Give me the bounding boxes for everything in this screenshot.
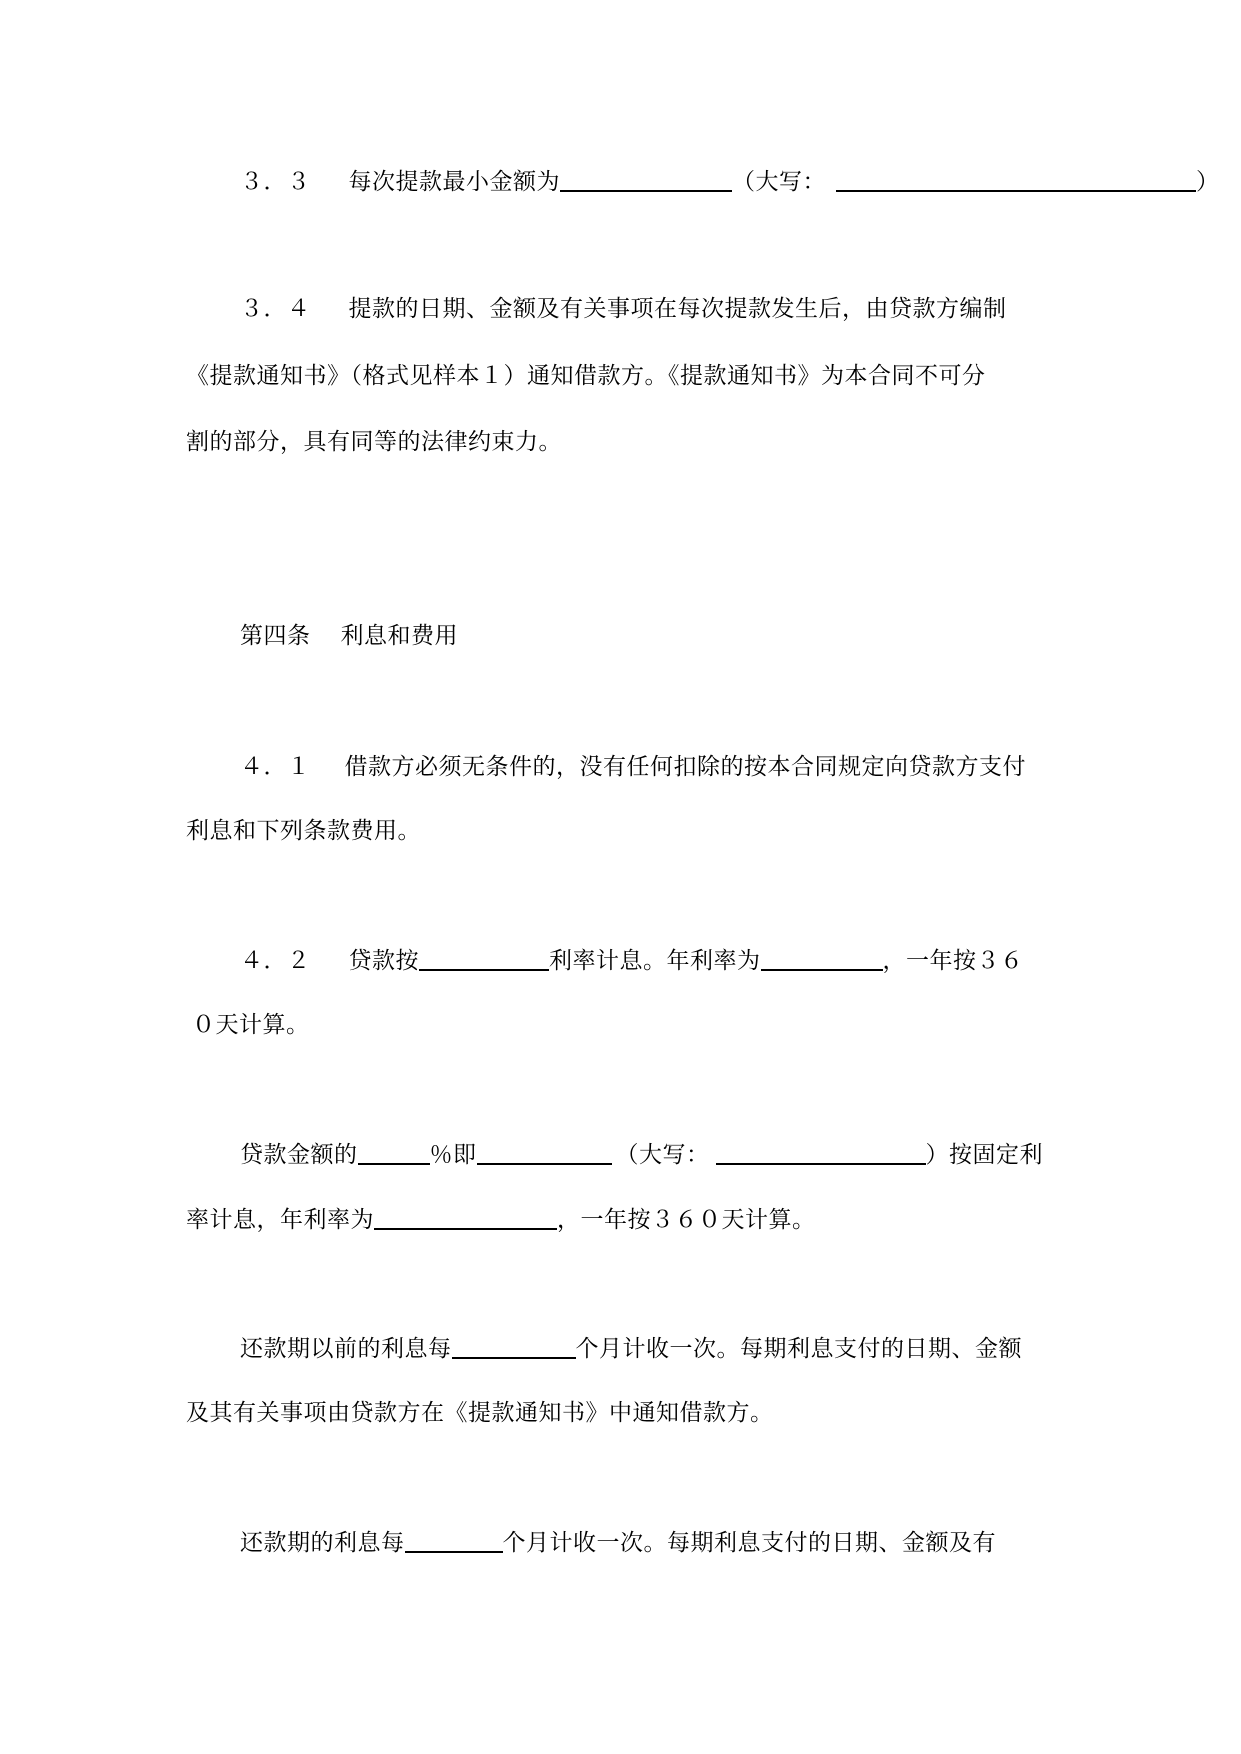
clause-number: ４．２ — [240, 948, 311, 974]
clause-4-1-line2 — [186, 816, 421, 846]
fixed-amount-words-blank[interactable] — [716, 1141, 926, 1165]
article-title: 利息和费用 — [340, 623, 458, 649]
clause-text: （大写： — [732, 169, 826, 195]
clause-number: ３．４ — [240, 296, 311, 322]
clause-text: 利息和下列条款费用。 — [186, 818, 421, 844]
para-text: （大写： — [615, 1142, 710, 1168]
before-repayment-line2 — [186, 1398, 774, 1428]
clause-text: 提款的日期、金额及有关事项在每次提款发生后，由贷款方编制 — [348, 296, 1007, 322]
para-text: 还款期以前的利息每 — [240, 1336, 452, 1362]
para-text: 率计息，年利率为 — [186, 1207, 374, 1233]
clause-text: ０天计算。 — [192, 1012, 310, 1038]
clause-3-4-line3 — [186, 427, 562, 457]
para-text: 个月计收一次。每期利息支付的日期、金额及有 — [502, 1530, 996, 1556]
para-text: 个月计收一次。每期利息支付的日期、金额 — [575, 1336, 1022, 1362]
clause-4-1-line1 — [240, 752, 1026, 782]
clause-3-4-line2 — [186, 361, 986, 391]
fixed-annual-rate-blank[interactable] — [374, 1206, 557, 1230]
para-text: 及其有关事项由贷款方在《提款通知书》中通知借款方。 — [186, 1400, 774, 1426]
percent-blank[interactable] — [358, 1141, 430, 1165]
article-number: 第四条 — [240, 623, 311, 649]
clause-number: ４．１ — [240, 754, 311, 780]
clause-4-2-line2 — [192, 1010, 310, 1040]
min-amount-blank[interactable] — [560, 168, 732, 192]
para-text: 还款期的利息每 — [240, 1530, 405, 1556]
repayment-months-blank[interactable] — [405, 1529, 503, 1553]
repayment-line1 — [240, 1528, 996, 1558]
annual-rate-blank[interactable] — [761, 947, 883, 971]
before-repayment-line1 — [240, 1334, 1022, 1364]
clause-text: 贷款按 — [348, 948, 419, 974]
clause-number: ３．３ — [240, 169, 311, 195]
clause-text: 借款方必须无条件的，没有任何扣除的按本合同规定向贷款方支付 — [344, 754, 1026, 780]
clause-text: 《提款通知书》（格式见样本１）通知借款方。《提款通知书》为本合同不可分 — [186, 363, 986, 389]
clause-text: 每次提款最小金额为 — [348, 169, 560, 195]
para-text: 贷款金额的 — [240, 1142, 358, 1168]
article-4-heading — [240, 621, 458, 651]
fixed-amount-blank[interactable] — [477, 1141, 612, 1165]
clause-text: ） — [1196, 169, 1220, 195]
para-text: ％即 — [429, 1142, 477, 1168]
clause-3-4-line1 — [240, 294, 1007, 324]
interest-months-blank[interactable] — [452, 1335, 576, 1359]
fixed-rate-line1 — [240, 1140, 1043, 1170]
para-text: ）按固定利 — [925, 1142, 1043, 1168]
clause-text: 割的部分，具有同等的法律约束力。 — [186, 429, 562, 455]
fixed-rate-line2 — [186, 1205, 816, 1235]
clause-text: 利率计息。年利率为 — [549, 948, 761, 974]
rate-type-blank[interactable] — [419, 947, 549, 971]
clause-4-2-line1 — [240, 946, 1024, 976]
clause-text: ，一年按３６ — [882, 948, 1024, 974]
clause-3-3 — [240, 167, 1220, 197]
min-amount-words-blank[interactable] — [836, 168, 1196, 192]
para-text: ，一年按３６０天计算。 — [557, 1207, 816, 1233]
